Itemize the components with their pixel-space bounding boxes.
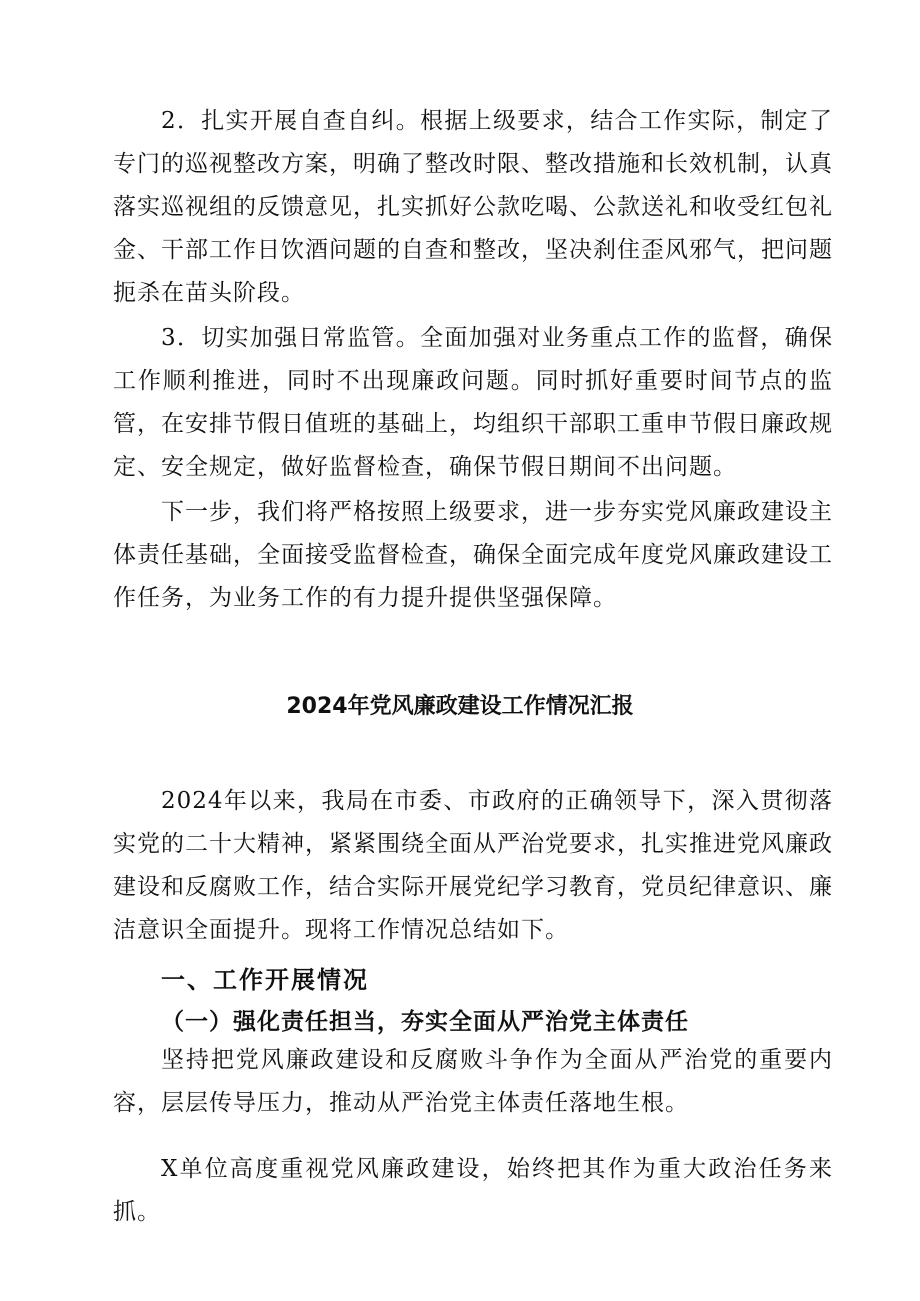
section-heading-work-progress: 一、工作开展情况 xyxy=(161,966,369,994)
paragraph-responsibility: 坚持把党风廉政建设和反腐败斗争作为全面从严治党的重要内容，层层传导压力，推动从严治党主体责任落地生根。 xyxy=(113,1047,833,1116)
paragraph-self-inspection: 2．扎实开展自查自纠。根据上级要求，结合工作实际，制定了专门的巡视整改方案，明确了整改时限、整改措施和长效机制，认真落实巡视组的反馈意见，扎实抓好公款吃喝、公款送礼和收受红包礼金、干部工作日饮酒问题的自查和整改，坚决刹住歪风邪气，把问题扼杀在苗头阶段。 xyxy=(113,108,833,306)
report-title: 2024年党风廉政建设工作情况汇报 xyxy=(286,694,634,719)
paragraph-daily-supervision: 3．切实加强日常监管。全面加强对业务重点工作的监督，确保工作顺利推进，同时不出现廉政问题。同时抓好重要时间节点的监管，在安排节假日值班的基础上，均组织干部职工重申节假日廉政规定、安全规定，做好监督检查，确保节假日期间不出问题。 xyxy=(113,325,833,480)
paragraph-x-unit: X单位高度重视党风廉政建设，始终把其作为重大政治任务来抓。 xyxy=(113,1156,833,1225)
paragraph-introduction: 2024年以来，我局在市委、市政府的正确领导下，深入贯彻落实党的二十大精神，紧紧围绕全面从严治党要求，扎实推进党风廉政建设和反腐败工作，结合实际开展党纪学习教育，党员纪律意识、廉洁意识全面提升。现将工作情况总结如下。 xyxy=(113,788,833,943)
paragraph-next-steps: 下一步，我们将严格按照上级要求，进一步夯实党风廉政建设主体责任基础，全面接受监督检查，确保全面完成年度党风廉政建设工作任务，为业务工作的有力提升提供坚强保障。 xyxy=(113,499,833,611)
subsection-heading-responsibility: （一）强化责任担当，夯实全面从严治党主体责任 xyxy=(161,1008,689,1035)
